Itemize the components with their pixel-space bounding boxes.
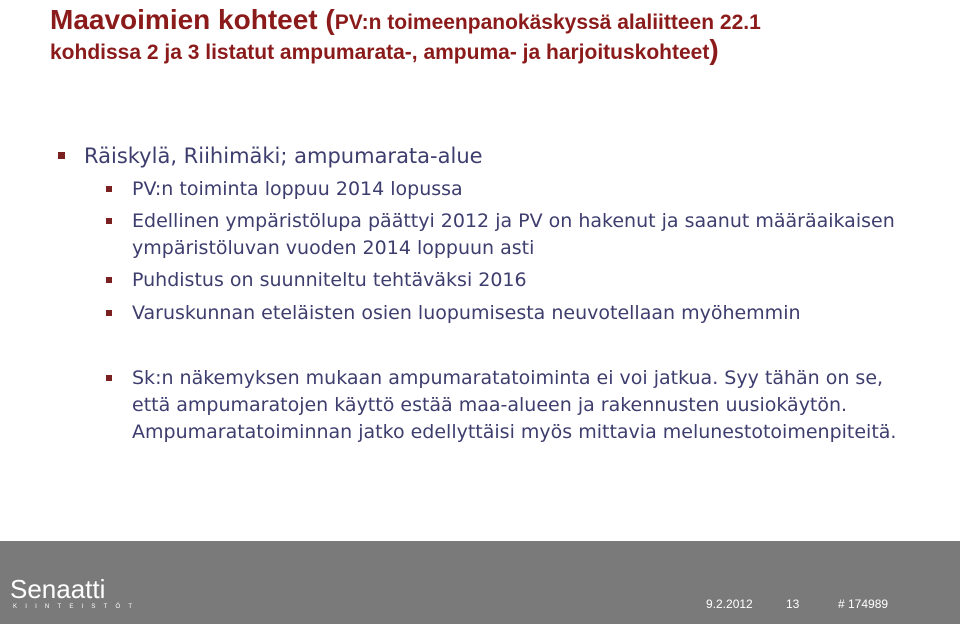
title-line-2 (50, 34, 950, 66)
footer-document-number: # 174989 (838, 597, 889, 611)
footer-page-number: 13 (786, 597, 800, 611)
square-bullet-icon (106, 277, 112, 283)
title-line-1 (50, 4, 950, 36)
sub-bullet-text: Sk:n näkemyksen mukaan ampumaratatoiminta ei voi jatkua. Syy tähän on se, että ampumaratojen käyttö estää maa-alueen ja rakennusten uusiokäytön. Ampumaratatoiminnan jatko edellyttäisi myös mittavia melunestotoimenpiteitä. (132, 367, 897, 443)
title-close-paren: ) (709, 34, 719, 66)
sub-bullet-text: Varuskunnan eteläisten osien luopumisesta neuvotellaan myöhemmin (132, 302, 801, 324)
logo-sub-text: KIINTEISTÖT (13, 604, 141, 610)
sub-bullet-5 (106, 365, 926, 446)
square-bullet-icon (106, 375, 112, 381)
sub-bullet-text: Edellinen ympäristölupa päättyi 2012 ja PV on hakenut ja saanut määräaikaisen ympäristöluvan vuoden 2014 loppuun asti (132, 210, 895, 259)
sub-bullet-3 (106, 267, 926, 294)
title-main: Maavoimien kohteet ( (50, 4, 335, 35)
square-bullet-icon (106, 310, 112, 316)
footer-bar (0, 541, 960, 624)
slide-title (50, 4, 950, 67)
square-bullet-icon (106, 186, 112, 192)
sub-bullet-text: Puhdistus on suunniteltu tehtäväksi 2016 (132, 269, 527, 291)
square-bullet-icon (58, 152, 65, 159)
title-line-2-text: kohdissa 2 ja 3 listatut ampumarata-, ampuma- ja harjoituskohteet (50, 41, 710, 65)
logo-main-text: Senaatti (10, 574, 106, 604)
bullet-level-1 (58, 144, 483, 168)
sub-bullet-4 (106, 300, 926, 327)
sub-bullet-2 (106, 208, 926, 262)
sub-bullet-1 (106, 176, 926, 203)
senaatti-logo (10, 576, 140, 610)
bullet-level-1-text: Räiskylä, Riihimäki; ampumarata-alue (84, 144, 483, 168)
square-bullet-icon (106, 218, 112, 224)
footer-date: 9.2.2012 (706, 597, 753, 611)
title-subtext: PV:n toimeenpanokäskyssä alaliitteen 22.1 (334, 11, 761, 34)
sub-bullet-text: PV:n toiminta loppuu 2014 lopussa (132, 178, 463, 200)
